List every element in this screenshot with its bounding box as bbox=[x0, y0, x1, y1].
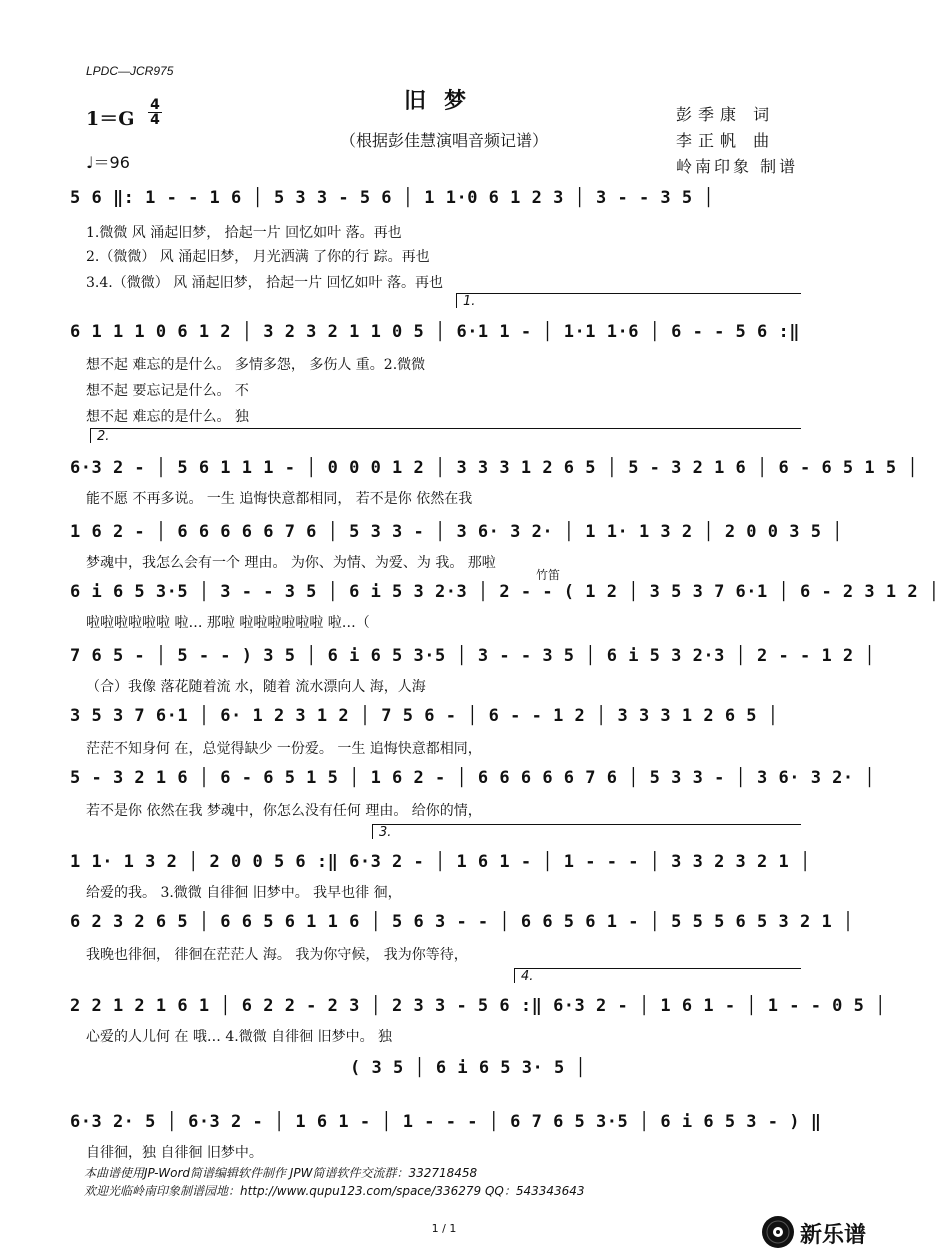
lyric-line: （合）我像 落花随着流 水，随着 流水漂向人 海，人海 bbox=[86, 679, 426, 695]
score-system-3: 6·3 2 - │ 5 6 1 1 1 - │ 0 0 0 1 2 │ 3 3 3 1 2 6 5 │ 5 - 3 2 1 6 │ 6 - 6 5 1 5 │ bbox=[70, 458, 919, 478]
composer-credit: 李正帆 曲 bbox=[676, 131, 776, 150]
score-system-1: 5 6 ‖: 1 - - 1 6 │ 5 3 3 - 5 6 │ 1 1·0 6 1 2 3 │ 3 - - 3 5 │ bbox=[70, 188, 715, 208]
arranger-credit: 岭南印象 制谱 bbox=[676, 157, 799, 176]
song-title: 旧梦 bbox=[403, 88, 484, 114]
vinyl-record-icon bbox=[760, 1214, 796, 1250]
lyric-line: 3.4.（微微） 风 涌起旧梦， 拾起一片 回忆如叶 落。再也 bbox=[86, 275, 443, 291]
lyric-line: 2.（微微） 风 涌起旧梦， 月光洒满 了你的行 踪。再也 bbox=[86, 249, 430, 265]
lyric-line: 自徘徊，独 自徘徊 旧梦中。 bbox=[86, 1145, 263, 1161]
key-signature: 1＝G bbox=[86, 108, 135, 130]
score-system-7: 3 5 3 7 6·1 │ 6· 1 2 3 1 2 │ 7 5 6 - │ 6 - - 1 2 │ 3 3 3 1 2 6 5 │ bbox=[70, 706, 779, 726]
score-system-4: 1 6 2 - │ 6 6 6 6 6 7 6 │ 5 3 3 - │ 3 6· 3 2· │ 1 1· 1 3 2 │ 2 0 0 3 5 │ bbox=[70, 522, 843, 542]
quarter-note-icon: ♩ bbox=[86, 153, 94, 172]
volta-bracket: 2. bbox=[90, 428, 801, 443]
score-system-5: 6 i 6 5 3·5 │ 3 - - 3 5 │ 6 i 5 3 2·3 │ 2 - - ( 1 2 │ 3 5 3 7 6·1 │ 6 - 2 3 1 2 │ bbox=[70, 582, 940, 602]
score-system-11: 2 2 1 2 1 6 1 │ 6 2 2 - 2 3 │ 2 3 3 - 5 6 :‖ 6·3 2 - │ 1 6 1 - │ 1 - - 0 5 │ bbox=[70, 996, 886, 1016]
time-signature-bottom: 4 bbox=[148, 112, 162, 127]
score-code: LPDC—JCR975 bbox=[86, 64, 174, 78]
lyric-line: 1.微微 风 涌起旧梦， 拾起一片 回忆如叶 落。再也 bbox=[86, 225, 402, 241]
footer-software-note: 本曲谱使用JP-Word简谱编辑软件制作 JPW简谱软件交流群：332718458 bbox=[84, 1166, 478, 1180]
score-system-12: ( 3 5 │ 6 i 6 5 3· 5 │ bbox=[350, 1058, 587, 1078]
score-system-6: 7 6 5 - │ 5 - - ) 3 5 │ 6 i 6 5 3·5 │ 3 - - 3 5 │ 6 i 5 3 2·3 │ 2 - - 1 2 │ bbox=[70, 646, 876, 666]
time-signature-top: 4 bbox=[150, 97, 160, 113]
lyric-line: 能不愿 不再多说。 一生 追悔快意都相同， 若不是你 依然在我 bbox=[86, 491, 473, 507]
score-system-8: 5 - 3 2 1 6 │ 6 - 6 5 1 5 │ 1 6 2 - │ 6 6 6 6 6 7 6 │ 5 3 3 - │ 3 6· 3 2· │ bbox=[70, 768, 876, 788]
score-system-13: 6·3 2· 5 │ 6·3 2 - │ 1 6 1 - │ 1 - - - │ 6 7 6 5 3·5 │ 6 i 6 5 3 - ) ‖ bbox=[70, 1112, 822, 1132]
lyric-line: 想不起 要忘记是什么。 不 bbox=[86, 383, 249, 399]
site-logo bbox=[760, 1214, 880, 1250]
lyricist-credit: 彭季康 词 bbox=[676, 105, 776, 124]
instrument-label: 竹笛 bbox=[536, 568, 561, 582]
lyric-line: 若不是你 依然在我 梦魂中，你怎么没有任何 理由。 给你的情， bbox=[86, 803, 482, 819]
page-number: 1 / 1 bbox=[431, 1222, 457, 1235]
volta-bracket: 4. bbox=[514, 968, 801, 983]
score-system-2: 6 1 1 1 0 6 1 2 │ 3 2 3 2 1 1 0 5 │ 6·1 1 - │ 1·1 1·6 │ 6 - - 5 6 :‖ bbox=[70, 322, 800, 342]
lyric-line: 我晚也徘徊， 徘徊在茫茫人 海。 我为你守候， 我为你等待， bbox=[86, 947, 468, 963]
volta-bracket: 3. bbox=[372, 824, 801, 839]
score-system-9: 1 1· 1 3 2 │ 2 0 0 5 6 :‖ 6·3 2 - │ 1 6 1 - │ 1 - - - │ 3 3 2 3 2 1 │ bbox=[70, 852, 811, 872]
lyric-line: 想不起 难忘的是什么。 多情多怨， 多伤人 重。2.微微 bbox=[86, 357, 426, 373]
score-system-10: 6 2 3 2 6 5 │ 6 6 5 6 1 1 6 │ 5 6 3 - - │ 6 6 5 6 1 - │ 5 5 5 6 5 3 2 1 │ bbox=[70, 912, 854, 932]
lyric-line: 梦魂中，我怎么会有一个 理由。 为你、为情、为爱、为 我。 那啦 bbox=[86, 555, 496, 571]
tempo-value: ＝96 bbox=[93, 153, 130, 172]
logo-text: 新乐谱 bbox=[800, 1223, 867, 1248]
lyric-line: 给爱的我。 3.微微 自徘徊 旧梦中。 我早也徘 徊， bbox=[86, 885, 402, 901]
lyric-line: 想不起 难忘的是什么。 独 bbox=[86, 409, 249, 425]
lyric-line: 啦啦啦啦啦啦 啦… 那啦 啦啦啦啦啦啦 啦…（ bbox=[86, 615, 370, 631]
tempo-marking bbox=[86, 150, 130, 173]
song-subtitle: （根据彭佳慧演唱音频记谱） bbox=[339, 131, 548, 150]
volta-bracket: 1. bbox=[456, 293, 801, 308]
footer-website-note: 欢迎光临岭南印象制谱园地：http://www.qupu123.com/space/336279 QQ：543343643 bbox=[84, 1184, 585, 1198]
lyric-line: 茫茫不知身何 在，总觉得缺少 一份爱。 一生 追悔快意都相同， bbox=[86, 741, 482, 757]
lyric-line: 心爱的人儿何 在 哦… 4.微微 自徘徊 旧梦中。 独 bbox=[86, 1029, 393, 1045]
